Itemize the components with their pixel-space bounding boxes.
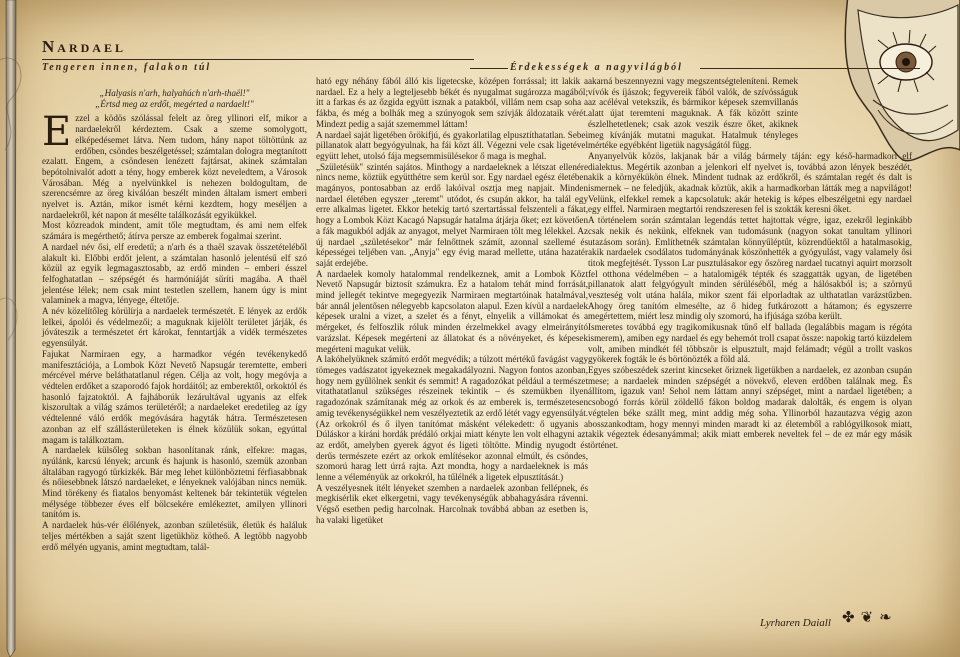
divider-rule xyxy=(700,68,920,69)
paragraph: A nardaelek hús-vér élőlények, azonban születésük, életük és haláluk teljes mértékben a saját szent ligetükhöz kötheő. A legtöbb nagyobb erdő mélyén ugyanis, amint megtudtam, talál- xyxy=(42,520,307,552)
paragraph: A nardaelek külsőleg sokban hasonlítanak ránk, elfekre: magas, nyúlánk, karcsú lények; arcunk és hajunk is hasonló, szemük azonban általában ragyogó türkizkék. Bár meg lehet különböztetni férfiasabbnak és nőiesebbnek látszó nardaeleket, e lényeknek valójában nincs nemük. Mind törékeny és fiatalos benyomást keltenek bár tekintetük végtelen mélysége többezer éves elf bölcsekére emlékeztet, amilyen yllinori tanítóm is. xyxy=(42,445,307,520)
end-ornaments xyxy=(842,608,892,626)
leaf-ornament-icon: ❦ xyxy=(860,608,874,626)
paragraph: „Születésük" szintén sajátos. Minthogy a nardaeleknek a létszat ellenére nincs neme, köztük együtthétre sem kerül sor. Egy nardael egész életében magányos, pontosabban az erdő lakóival osztja meg napjait. Minden nardael életében egyszer „teremt" utódot, és csupán akkor, ha talál egy erre alkalmas ligetet. Ekkor hetekig tartó szertartással felszenteli a fákat, hogy a Lombok Közt Kacagó Napsugár hatalma átjárja őket; ezt követően a fák magukból adják az anyagot, melyet Narmiraen tölt meg lélekkel. Az új nardael „születésekor" már felnőttnek számít, azonnal szellemé és képességei teljében van. „Anyja" egy évig marad mellette, utána hazatér saját erdejébe. xyxy=(316,161,588,268)
paragraph: A név közelítőleg körülírja a nardaelek természetét. E lények az erdők lelkei, ápolói és védelmezői; a maguknak kijelölt területet járják, és jóváteszik a természetet ért károkat, fenntartják a vidék természetes egyensúlyát. xyxy=(42,306,307,349)
text-column-2 xyxy=(316,76,588,646)
paragraph: ható egy néhány fából álló kis ligetecske, középen forrással; itt lakik a nardael. Ez a hely a legteljesebb békét és nyugalmat sugározza magából; itt a farkas és az őzgida együtt isznak a patakból, villám nem csap soha a fákba, és még a bolhák meg a szúnyogok sem szívják áldozataik vérét. Mindezt pedig a saját szememmel láttam! xyxy=(316,76,588,129)
section-subtitle-right: Érdekességek a nagyvilágból xyxy=(510,62,683,73)
paragraph: Anyanyelvük közös, lakjanak bár a világ bármely táján: egy késő-harmadkori elf dialektus. Megértik azonban a jelenkori elf nyelvet is, továbbá azon lények beszédét, akik a környékükön élnek. Mindent tudnak az erdőkről, és számtalan regét és dalt is ismernek – ne feledjük, akadnak köztük, akik a harmadkorban látták meg a napvilágot! Velünk, elfekkel remek a kapcsolatuk: akár hetekig is képes elbeszélgetni egy nardael egy elffel. Narmiraen megtartói rendszeresen fel is szokták keresni őket. xyxy=(588,150,912,215)
paragraph: A történelem során számtalan legendás tettet hajtottak végre, igaz, ezekről leginkább csak nekik és nekünk, elfeknek van tudomásunk (nagyon sokat tanultam yllinori utazásom során). Említhetnék számtalan könnyűléptűt, közrendűektől a hatalmasokig, akik nardaelek csodálatos tudományának köszönhették a gyógyulást, vagy valamely ősi titok megfejtését. Tysson Lar pusztulásakor egy őszöreg nardael tucatnyi aquirt morzsolt fel otthona védelmében – a hatalomigék tépték és szaggatták ugyan, de ligetében pillanatok alatt felgyógyult minden sérüléséből, még a hálósakból is; a szörnyű veszteség volt utána halála, mikor szent fái elporladtak az ulthatatlan varázstűzben. Ahogy öreg tanítóm elmesélte, az ő hideg futkározott a hátamon; és egyszerre megértettem, miért lesz mindig oly szomorú, ha ifjúsága szóba került. xyxy=(588,215,912,322)
paragraph: Egyes szóbeszédek szerint kincseket őriznek ligetükben a nardaelek, ez azonban csupán mese; a nardaelek minden szépségét a növekvő, eleven erdőben találnak meg. És állítom, igazuk van! Sehol nem láttam annyi szépséget, mint a nardael ligetében; a csobogó forrás körül zöldellő fákon boldog madarak dalolták, és engem is olyan végtelen béke szállt meg, mint addig még soha. Yllinorból hazautazva végig azon bosszankodtam, hogy mennyi minden maradt ki az életemből a rablógyilkosok miatt, akik végeztek édesanyámmal; akik miatt emberek neveltek fel – de ez már egy másik történet. xyxy=(588,364,912,450)
paragraph: A lakóhelyüknek számító erdőt megvédik; a túlzott mértékű favágást vagy tömeges vadászatot igyekeznek megakadályozni. Nagyon fontos azonban, hogy nem gyűlölnek senkit és semmit! A ragadozókat például a természet vitathatatlanul szükséges részeinek tekintik – és szemükben ilyen ragadozónak számítanak még az orkok és az emberek is, természetesen amig tevékenységükkel nem veszélyeztetik az erdő létét vagy egyensúlyát. (Az orkokról és ő ilyen tanítómat másként vélekedett: ő ugyanis a Dúláskor a kiráni hordák prédáló orkjai miatt kényte len volt elhagyni azt az erdőt, amelyben gyerek ágyot és ligeti töltötte. Mindig nyugodt és derűs természete ezért az orkok említésekor azonnal elmúlt, és csöndes, szomorú harag lett úrrá rajta. Azt mondta, hogy a nardaeleknek is más lenne a véleményük az orkokról, ha tűlélnék a ligetek elpusztítását.) xyxy=(316,354,588,483)
epigraph-line: „Értsd meg az erdőt, megérted a nardaelt!" xyxy=(95,98,254,109)
text-column-1 xyxy=(42,88,307,648)
paragraph: akarná beszennyezni vagy megszentségteleníteni. Remek vívók és íjászok; fegyvereik fából valók, de szívósságuk az acéléval vetekszik, és bármikor képesek szemvillanás alatt újat teremteni maguknak. A fák között szinte észlelhetetlenek; csak azok veszik észre őket, akiknek meg kívánják mutatni magukat. Hatalmuk tényleges mértéke egyébként ligetük nagyságától függ. xyxy=(588,76,798,151)
paragraph-text: zzel a ködös szólással felelt az öreg yllinori elf, mikor a nardaelekről kérdeztem. Csak a szeme somolygott, elképedésemet látva. Nem tudom, hány napot töltöttünk az erdőben, csöndes beszélgetéssel; számtalan dologra megtanított ezalatt. Engem, a csöndesen lenézett fajtársat, akinek számtalan bepótolnivalót adott a tény, hogy emberek közt neveledtem, a Városok Városában. Még a nyelvünkkel is nehezen boldogultam, de szerencsémre az öreg kiválóan beszélt minden általam ismert emberi nyelvet is. Aztán, mikor ismét kérni kezdtem, hogy meséljen a nardaelekről, két napon át mesélte találkozását egyikükkel. xyxy=(42,113,307,220)
title-rule xyxy=(42,59,474,60)
text-column-3 xyxy=(588,76,912,646)
drop-cap: E xyxy=(42,109,72,156)
paragraph: A nardael saját ligetében örökifjú, és gyakorlatilag elpusztíthatatlan. Sebei pillanatok alatt begyógyulnak, ha fái közt áll. Végezni vele csak ligetével együtt lehet, utolsó fája megsemmisülésekor ő maga is meghal. xyxy=(316,129,588,161)
paragraph: A nardael név ősi, elf eredetű; a n'arh és a thaël szavak összetételéből alakult ki. Előbbi erdőt jelent, a számtalan hasonló jelentésű elf szó közül az egyik legmagasztosabb, az erdő minden – emberi ésszel felfoghatatlan – szépségét és harmóniáját sűríti magába. A thaël jelentése lélek; nem csak mint testetlen szellem, hanem úgy is mint valaminek a magva, lényege, éltetője. xyxy=(42,241,307,306)
paragraph: Ismeretes továbbá egy tragikomikusnak tűnő elf ballada (legalábbis magam is régóta ismerem), amiben egy nardael és egy behemót troll csapat össze: napokig tartó küzdelem volt, amiben mindkét fél többször is elpusztult, majd felámadt; végül a trollt vaskos gyökerek fogták le és börtönözték a föld alá. xyxy=(588,322,912,365)
article-title: Nardael xyxy=(42,37,126,56)
paragraph xyxy=(42,109,307,220)
paragraph: Fajukat Narmiraen egy, a harmadkor végén tevékenykedő manifesztációja, a Lombok Közt Nevető Napsugár teremtette, emberi mércével mérve beláthatatlanul régen. Célja az volt, hogy megóvja a védtelen erdőket a szaporodó fajok hordáitól; az emberektől, orkoktól és hasonló fajzatoktól. A fajháborúk lezárultával ugyanis az elfek kiszorultak a világ számos területéről; a nardaeleket eredetileg az így védtelenné váló erdők megóvására hagyták hátra. Természetesen azonban az elf szállásterületeken is élnek közülük sokan, egyúttal magam is találkoztam. xyxy=(42,348,307,445)
paragraph: Most közreadok mindent, amit tőle megtudtam, és ami nem elfek számára is megérthető; átírva persze az emberek fogalmai szerint. xyxy=(42,220,307,242)
paragraph: A veszélyesnek ítélt lényeket szemben a nardaelek azonban fellépnek, és megkísérlik eket elkergetni, vagy tevékenységük abbahagyására rávenni. Végső esetben pedig harcolnak. Harcolnak továbbá abban az esetben is, ha valaki ligetüket xyxy=(316,482,588,525)
paragraph: A nardaelek komoly hatalommal rendelkeznek, amit a Lombok Közt Nevető Napsugár biztosít számukra. Ez a hatalom tehát mind forrását, mind jellegét tekintve megegyezik Narmiraen megtartóinak hatalmával, bár annál jelentősen nélegyebb kapcsolaton alapul. Ezen kívül a nardaelek képesek uralni a vizet, a szelet és a fényt, elnyelik a villámokat és a mérgeket, és felfoszlik róluk minden érzelmekkel avagy elmeirányító varázslat. Képesek megérteni az állatokat és a növényeket, és képesek megérteni magukat velük. xyxy=(316,268,588,354)
epigraph xyxy=(42,88,307,109)
leaf-ornament-icon: ❧ xyxy=(879,608,892,626)
section-subtitle-left: Tengeren innen, falakon túl xyxy=(42,62,212,73)
epigraph-line: „Halyasis n'arh, halyahúch n'arh-thaël!" xyxy=(99,88,250,98)
author-signature: Lyrharen Daiall xyxy=(760,617,831,629)
flower-ornament-icon: ✤ xyxy=(842,608,855,626)
divider-rule xyxy=(470,68,508,69)
